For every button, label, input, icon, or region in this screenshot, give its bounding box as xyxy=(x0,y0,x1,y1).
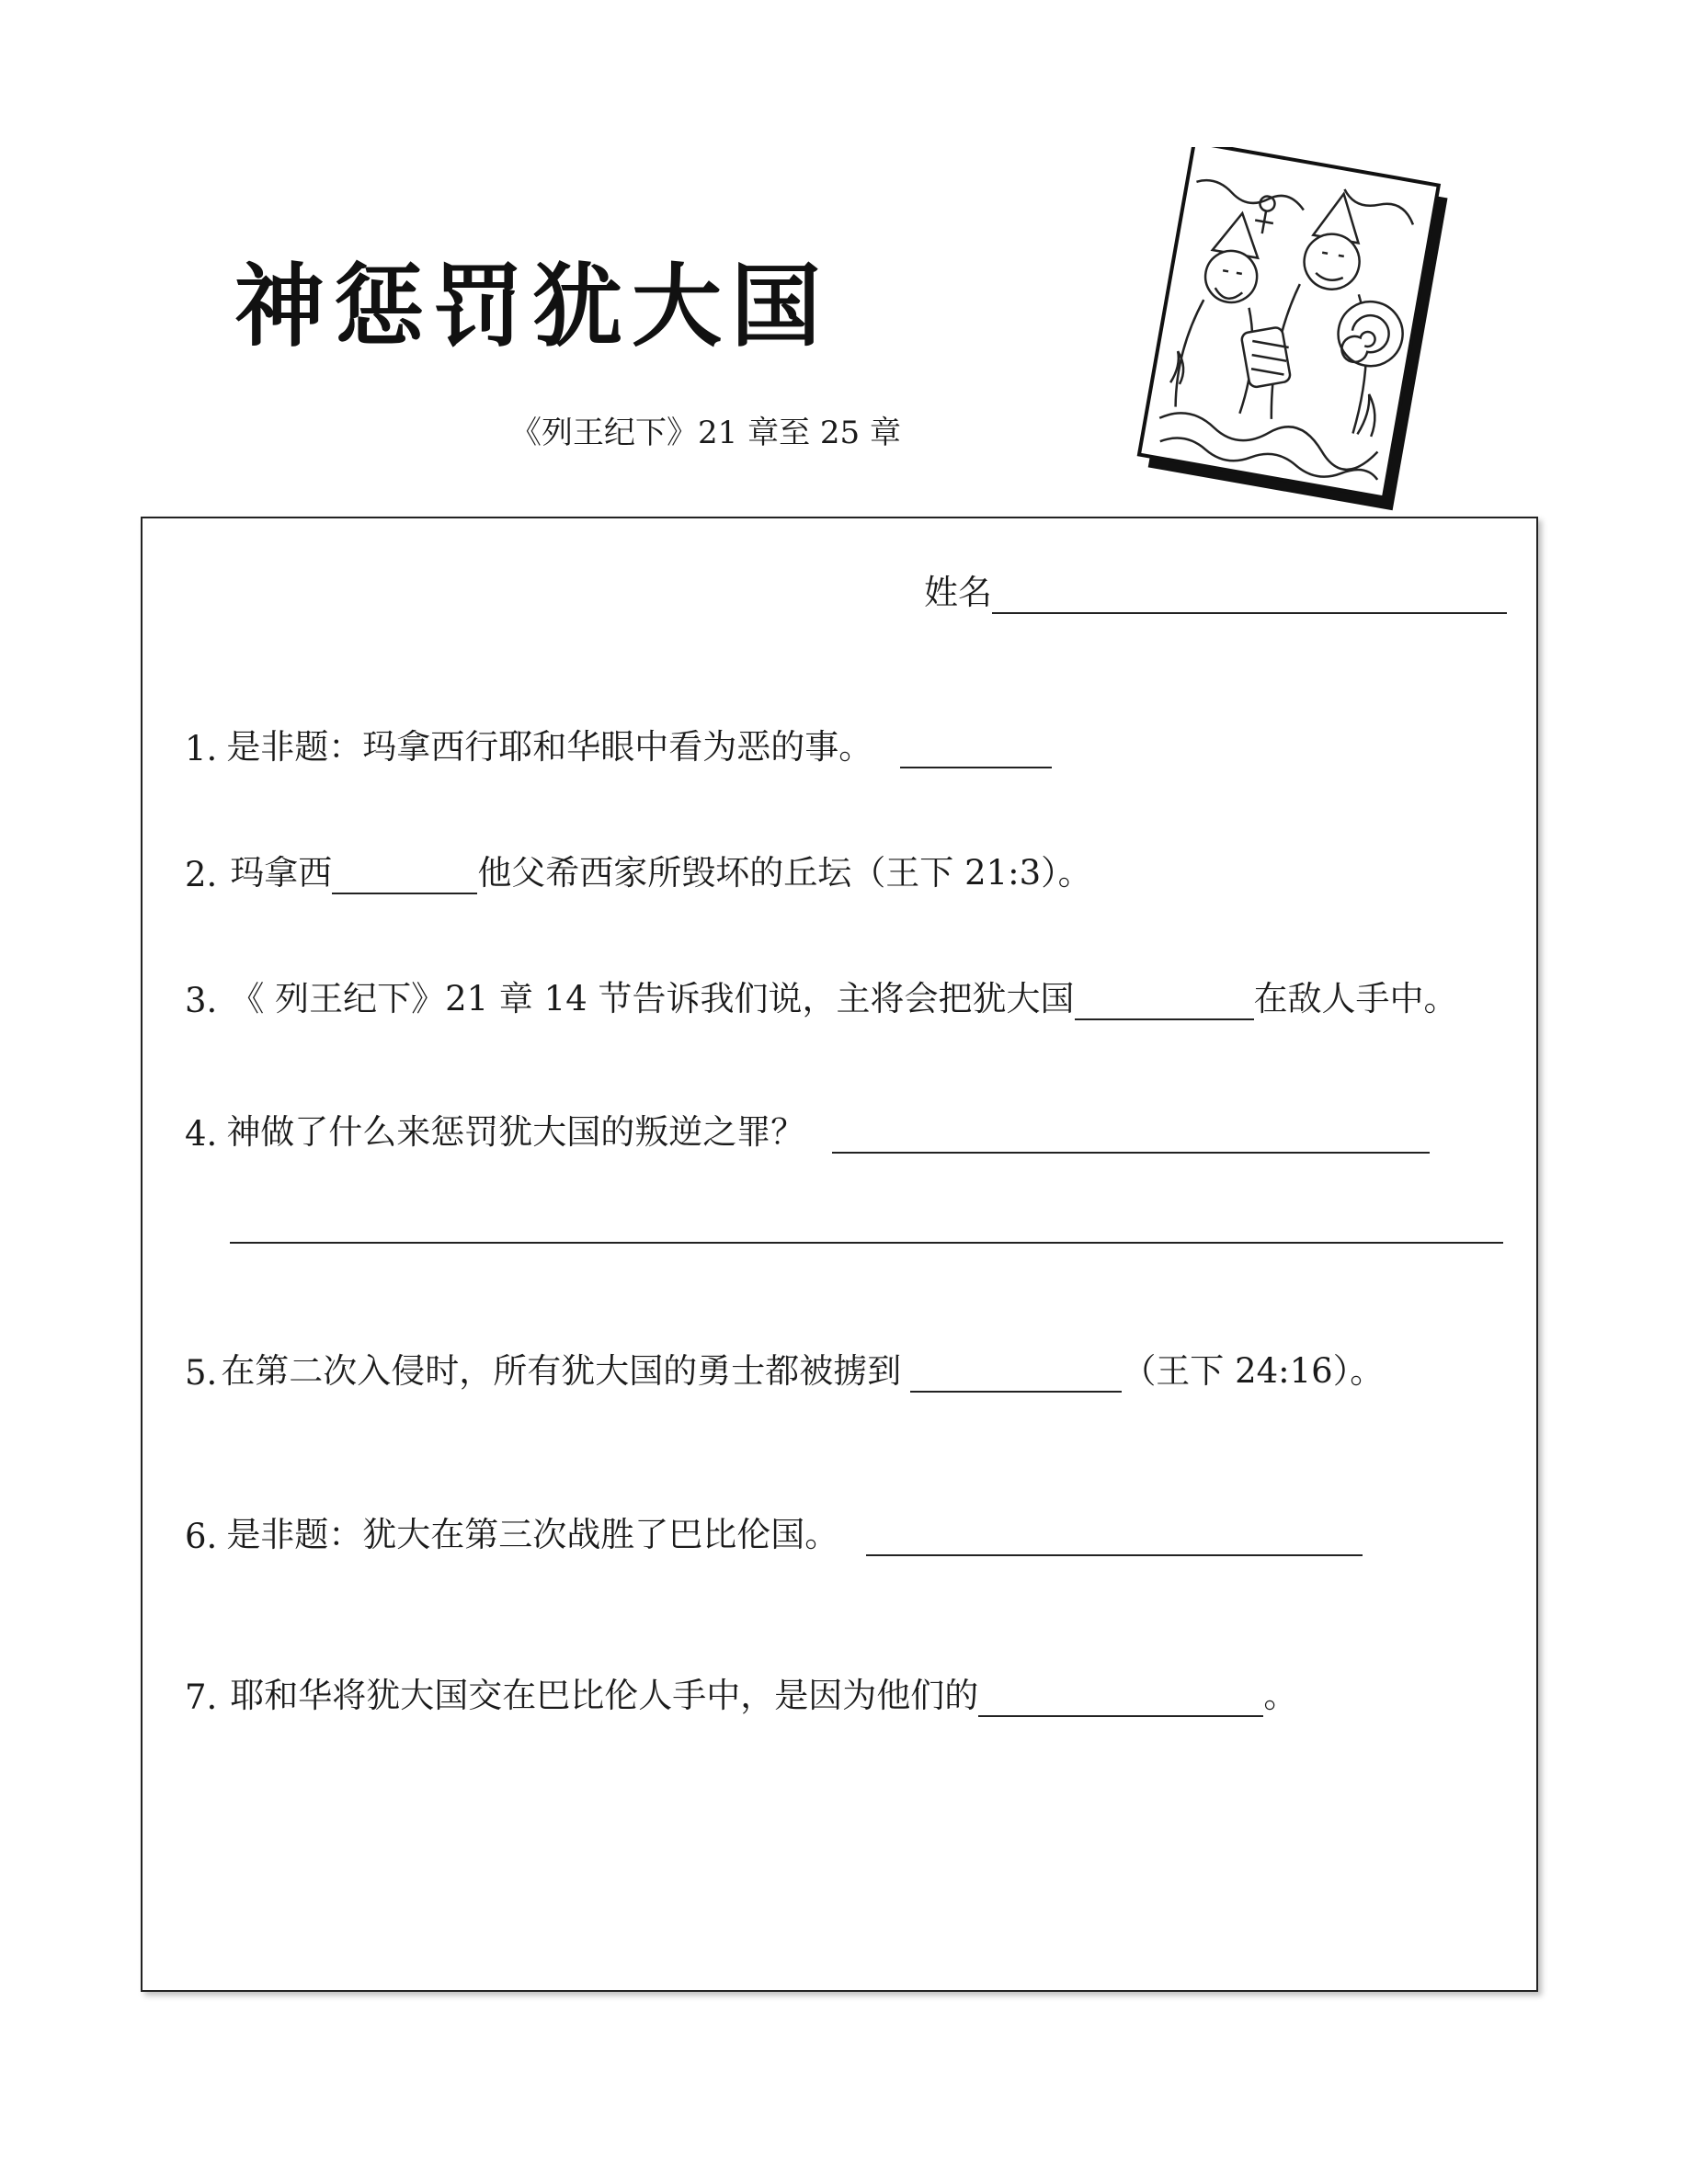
question-5 xyxy=(185,1343,1384,1393)
question-number: 6. xyxy=(185,1517,218,1556)
answer-blank[interactable] xyxy=(332,858,477,894)
answer-blank[interactable] xyxy=(866,1519,1363,1556)
question-text-after: 他父希西家所毁坏的丘坛（王下 21:3）。 xyxy=(477,853,1092,893)
question-text: 耶和华将犹大国交在巴比伦人手中，是因为他们的 xyxy=(230,1676,979,1715)
answer-blank[interactable] xyxy=(832,1117,1430,1154)
question-7 xyxy=(185,1667,1297,1717)
question-number: 3. xyxy=(185,981,218,1020)
question-6 xyxy=(185,1507,1363,1556)
question-text-after: （王下 24:16）。 xyxy=(1122,1351,1385,1391)
question-text-after: 在敌人手中。 xyxy=(1253,979,1458,1018)
soldiers-drawing-icon xyxy=(1135,147,1466,515)
question-text: 《 列王纪下》21 章 14 节告诉我们说，主将会把犹大国 xyxy=(230,979,1075,1018)
question-number: 5. xyxy=(185,1353,218,1393)
question-number: 4. xyxy=(185,1114,218,1154)
question-text: 神做了什么来惩罚犹大国的叛逆之罪？ xyxy=(226,1112,805,1152)
question-number: 2. xyxy=(185,855,218,894)
page-title: 神惩罚犹大国 xyxy=(234,255,831,359)
worksheet-box xyxy=(141,517,1538,1992)
question-text-after: 。 xyxy=(1263,1676,1298,1715)
question-number: 7. xyxy=(185,1678,218,1717)
question-text: 玛拿西 xyxy=(230,853,333,893)
question-2 xyxy=(185,845,1092,894)
name-row xyxy=(924,564,1507,614)
answer-blank-line-2[interactable] xyxy=(230,1240,1503,1244)
answer-blank[interactable] xyxy=(910,1356,1122,1393)
name-field[interactable] xyxy=(992,577,1507,614)
question-4 xyxy=(185,1104,1430,1154)
question-text: 是非题：犹大在第三次战胜了巴比伦国。 xyxy=(226,1515,839,1554)
question-3 xyxy=(185,971,1458,1020)
answer-blank[interactable] xyxy=(1075,984,1254,1020)
question-text: 是非题：玛拿西行耶和华眼中看为恶的事。 xyxy=(226,727,873,767)
question-number: 1. xyxy=(185,729,218,768)
question-text: 在第二次入侵时，所有犹大国的勇士都被掳到 xyxy=(221,1351,902,1391)
question-1 xyxy=(185,719,1052,768)
page-subtitle: 《列王纪下》21 章至 25 章 xyxy=(510,415,901,451)
name-label: 姓名 xyxy=(924,573,992,612)
answer-blank[interactable] xyxy=(978,1680,1263,1717)
answer-blank[interactable] xyxy=(900,732,1052,768)
